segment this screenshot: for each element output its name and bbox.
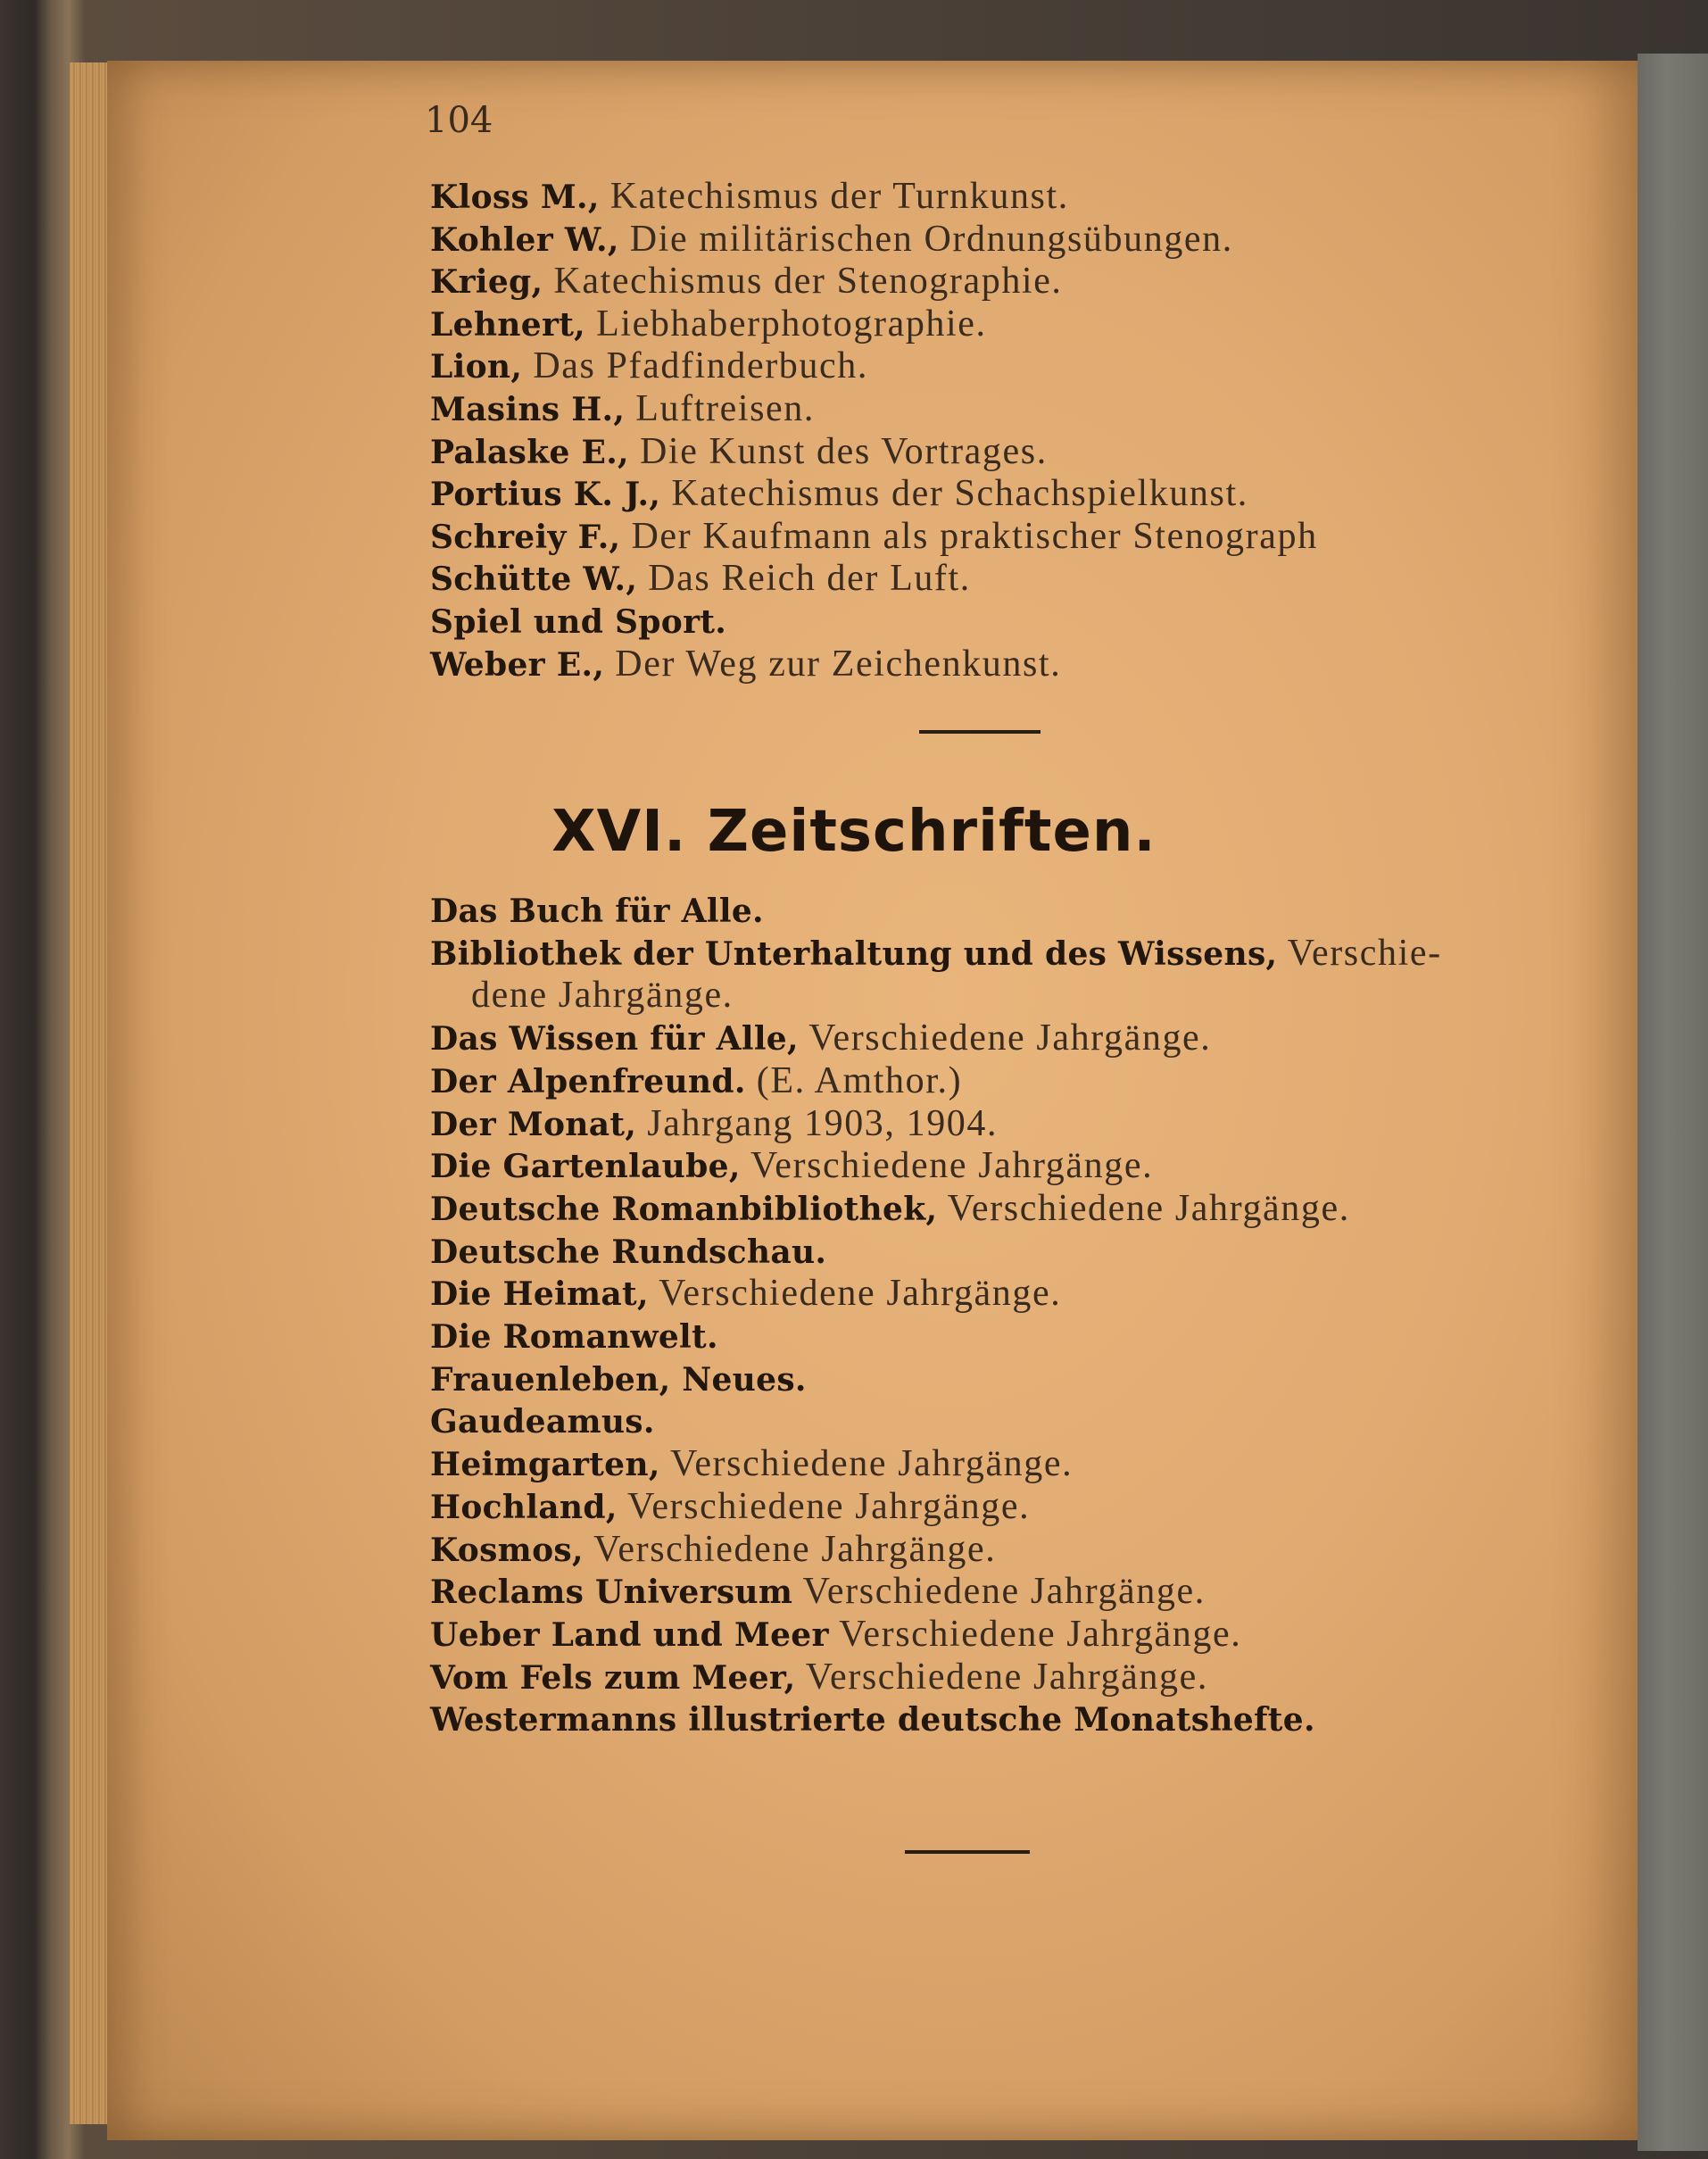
entry-description: Verschiedene Jahrgänge.: [740, 1145, 1154, 1187]
list-item: [430, 557, 971, 601]
list-item: [430, 889, 764, 933]
entry-title: Deutsche Rundschau.: [430, 1233, 827, 1271]
entry-description: dene Jahrgänge.: [471, 975, 734, 1017]
list-item: [430, 932, 1442, 976]
entry-title: Hochland,: [430, 1488, 618, 1526]
list-item: [430, 1144, 1153, 1188]
entry-description: Katechismus der Turnkunst.: [599, 176, 1069, 217]
entry-description: Die militärischen Ordnungsübungen.: [618, 218, 1233, 260]
list-item: [430, 1187, 1350, 1231]
entry-description: Der Kaufmann als praktischer Stenograph: [620, 515, 1318, 557]
list-item: [430, 1017, 1211, 1060]
entry-title: Die Heimat,: [430, 1275, 649, 1314]
list-item: [430, 218, 1233, 262]
list-item: [430, 1059, 962, 1103]
list-item: [430, 430, 1048, 474]
list-item: [430, 1698, 1315, 1741]
entry-title: Masins H.,: [430, 391, 626, 428]
list-item: [430, 1442, 1073, 1486]
entry-description: Die Kunst des Vortrages.: [628, 430, 1048, 472]
list-item: [430, 1230, 826, 1274]
entry-title: Der Alpenfreund.: [430, 1062, 746, 1100]
list-item: [430, 472, 1248, 516]
entry-title: Schreiy F.,: [430, 518, 621, 556]
entry-title: Portius K. J.,: [430, 476, 661, 514]
section-divider: [919, 730, 1041, 734]
entry-title: Das Wissen für Alle,: [430, 1020, 799, 1059]
list-item: [430, 260, 1063, 303]
entry-title: Krieg,: [430, 263, 543, 302]
entry-description: Verschiedene Jahrgänge.: [795, 1656, 1208, 1698]
entry-title: Gaudeamus.: [430, 1403, 655, 1441]
list-item: [430, 643, 1061, 686]
entry-title: Heimgarten,: [430, 1446, 660, 1484]
list-item: [430, 345, 868, 388]
entry-description: Der Weg zur Zeichenkunst.: [604, 643, 1062, 685]
list-item: [430, 1570, 1206, 1614]
entry-title: Westermanns illustrierte deutsche Monatshefte.: [430, 1701, 1315, 1740]
entry-description: Verschiedene Jahrgänge.: [583, 1528, 997, 1570]
list-item: [471, 974, 734, 1017]
list-item: [430, 1485, 1030, 1529]
entry-description: Luftreisen.: [625, 388, 815, 429]
entry-description: Das Pfadfinderbuch.: [522, 345, 868, 387]
page-number: 104: [425, 100, 493, 141]
entry-description: (E. Amthor.): [745, 1059, 963, 1101]
entry-title: Kohler W.,: [430, 220, 619, 259]
list-item: [430, 303, 987, 346]
entry-description: Verschiedene Jahrgänge.: [659, 1443, 1074, 1485]
list-item: [430, 1272, 1061, 1316]
list-item: [430, 1399, 655, 1443]
entry-title: Reclams Universum: [430, 1574, 793, 1612]
entry-description: Verschie-: [1277, 932, 1442, 974]
entry-description: Verschiedene Jahrgänge.: [798, 1017, 1212, 1059]
list-item: [430, 1358, 807, 1401]
entry-title: Das Buch für Alle.: [430, 893, 764, 930]
entry-description: Das Reich der Luft.: [637, 558, 971, 600]
entry-title: Bibliothek der Unterhaltung und des Wissens,: [430, 934, 1278, 973]
entry-title: Deutsche Romanbibliothek,: [430, 1190, 938, 1228]
entry-title: Ueber Land und Meer: [430, 1615, 829, 1654]
entry-title: Kloss M.,: [430, 179, 600, 216]
entry-description: Verschiedene Jahrgänge.: [648, 1273, 1062, 1315]
entry-title: Spiel und Sport.: [430, 603, 727, 641]
list-item: [430, 1102, 998, 1146]
entry-description: Verschiedene Jahrgänge.: [792, 1571, 1206, 1613]
list-item: [430, 1613, 1241, 1657]
list-item: [430, 175, 1069, 219]
list-item: [430, 387, 815, 431]
list-item: [430, 1656, 1208, 1699]
entry-title: Weber E.,: [430, 645, 605, 684]
end-divider: [905, 1850, 1030, 1854]
entry-description: Liebhaberphotographie.: [585, 303, 987, 345]
entry-description: Verschiedene Jahrgänge.: [937, 1187, 1350, 1229]
entry-title: Frauenleben, Neues.: [430, 1360, 807, 1399]
entry-description: Katechismus der Schachspielkunst.: [660, 473, 1248, 515]
section-heading: XVI. Zeitschriften.: [551, 799, 1157, 865]
entry-description: Katechismus der Stenographie.: [543, 261, 1063, 303]
list-item: [430, 1528, 996, 1572]
entry-title: Die Gartenlaube,: [430, 1148, 741, 1186]
list-item: [430, 1315, 718, 1358]
entry-description: Verschiedene Jahrgänge.: [828, 1613, 1242, 1655]
list-item: [430, 600, 726, 644]
entry-title: Schütte W.,: [430, 561, 638, 599]
list-item: [430, 515, 1318, 559]
entry-description: Jahrgang 1903, 1904.: [636, 1102, 999, 1144]
entry-title: Lion,: [430, 348, 523, 386]
entry-title: Kosmos,: [430, 1531, 584, 1569]
entry-title: Die Romanwelt.: [430, 1318, 718, 1356]
entry-title: Palaske E.,: [430, 433, 629, 471]
entry-title: Der Monat,: [430, 1105, 637, 1143]
entry-title: Lehnert,: [430, 305, 585, 344]
entry-title: Vom Fels zum Meer,: [430, 1658, 796, 1697]
entry-description: Verschiedene Jahrgänge.: [617, 1485, 1031, 1527]
